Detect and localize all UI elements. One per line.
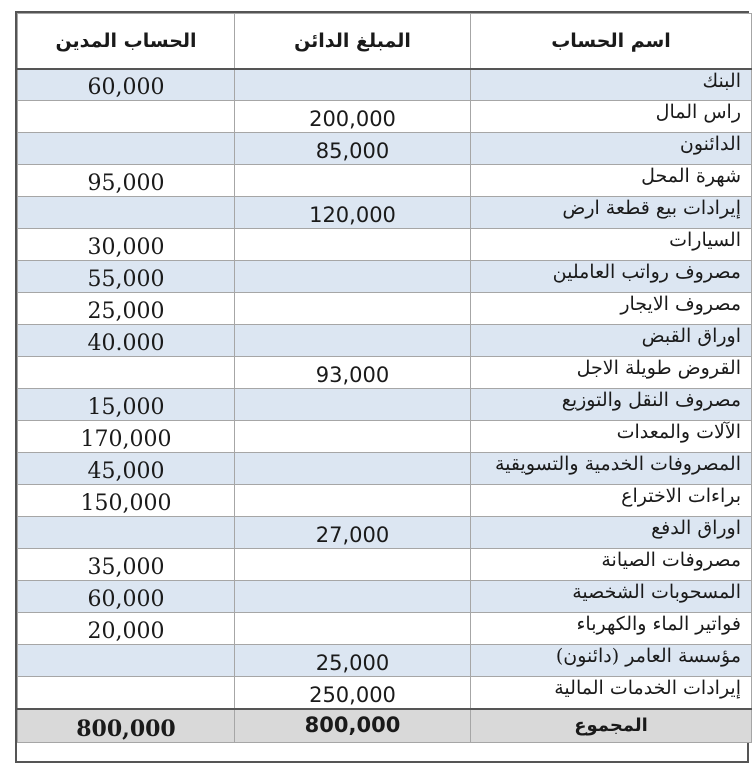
credit-cell xyxy=(235,293,471,325)
table-row xyxy=(18,261,752,293)
debit-cell: 30,000 xyxy=(18,229,235,261)
credit-cell xyxy=(235,69,471,101)
debit-cell: 35,000 xyxy=(18,549,235,581)
table-row xyxy=(18,165,752,197)
trial-balance-table xyxy=(15,11,749,763)
credit-cell xyxy=(235,453,471,485)
header-credit: المبلغ الدائن xyxy=(235,14,471,69)
account-name-cell: السيارات xyxy=(471,229,752,261)
account-name-cell: المصروفات الخدمية والتسويقية xyxy=(471,453,752,485)
debit-cell: 60,000 xyxy=(18,69,235,101)
debit-cell xyxy=(18,357,235,389)
credit-cell xyxy=(235,613,471,645)
account-name-cell: القروض طويلة الاجل xyxy=(471,357,752,389)
debit-cell: 40.000 xyxy=(18,325,235,357)
table-row xyxy=(18,133,752,165)
credit-cell: 120,000 xyxy=(235,197,471,229)
table-row xyxy=(18,293,752,325)
table-row xyxy=(18,485,752,517)
debit-cell: 95,000 xyxy=(18,165,235,197)
table-row xyxy=(18,325,752,357)
total-debit: 800,000 xyxy=(18,709,235,743)
total-credit: 800,000 xyxy=(235,709,471,743)
credit-cell xyxy=(235,549,471,581)
table-row xyxy=(18,389,752,421)
table-row xyxy=(18,613,752,645)
account-name-cell: فواتير الماء والكهرباء xyxy=(471,613,752,645)
debit-cell xyxy=(18,101,235,133)
table-row xyxy=(18,517,752,549)
table-row xyxy=(18,197,752,229)
debit-cell: 25,000 xyxy=(18,293,235,325)
debit-cell xyxy=(18,517,235,549)
credit-cell: 200,000 xyxy=(235,101,471,133)
debit-cell: 45,000 xyxy=(18,453,235,485)
debit-cell xyxy=(18,645,235,677)
account-name-cell: الآلات والمعدات xyxy=(471,421,752,453)
debit-cell xyxy=(18,133,235,165)
credit-cell: 93,000 xyxy=(235,357,471,389)
credit-cell: 85,000 xyxy=(235,133,471,165)
credit-cell xyxy=(235,581,471,613)
table-row xyxy=(18,69,752,101)
debit-cell: 20,000 xyxy=(18,613,235,645)
table-row xyxy=(18,645,752,677)
header-debit: الحساب المدين xyxy=(18,14,235,69)
total-row xyxy=(18,709,752,743)
header-row xyxy=(18,14,752,69)
account-name-cell: الدائنون xyxy=(471,133,752,165)
account-name-cell: مؤسسة العامر (دائنون) xyxy=(471,645,752,677)
account-name-cell: المسحوبات الشخصية xyxy=(471,581,752,613)
credit-cell: 250,000 xyxy=(235,677,471,709)
credit-cell xyxy=(235,261,471,293)
table-row xyxy=(18,677,752,709)
total-label: المجموع xyxy=(471,709,752,743)
table-row xyxy=(18,421,752,453)
debit-cell: 55,000 xyxy=(18,261,235,293)
account-name-cell: راس المال xyxy=(471,101,752,133)
credit-cell xyxy=(235,325,471,357)
account-name-cell: البنك xyxy=(471,69,752,101)
credit-cell xyxy=(235,485,471,517)
account-name-cell: اوراق القبض xyxy=(471,325,752,357)
table-body xyxy=(18,69,752,709)
account-name-cell: براءات الاختراع xyxy=(471,485,752,517)
credit-cell xyxy=(235,389,471,421)
account-name-cell: شهرة المحل xyxy=(471,165,752,197)
table-row xyxy=(18,229,752,261)
credit-cell xyxy=(235,165,471,197)
debit-cell: 60,000 xyxy=(18,581,235,613)
account-name-cell: مصروف الايجار xyxy=(471,293,752,325)
table-row xyxy=(18,357,752,389)
account-name-cell: إيرادات الخدمات المالية xyxy=(471,677,752,709)
account-name-cell: اوراق الدفع xyxy=(471,517,752,549)
account-name-cell: إيرادات بيع قطعة ارض xyxy=(471,197,752,229)
header-account-name: اسم الحساب xyxy=(471,14,752,69)
credit-cell xyxy=(235,421,471,453)
table-row xyxy=(18,453,752,485)
debit-cell: 170,000 xyxy=(18,421,235,453)
credit-cell xyxy=(235,229,471,261)
credit-cell: 27,000 xyxy=(235,517,471,549)
account-name-cell: مصروفات الصيانة xyxy=(471,549,752,581)
table-row xyxy=(18,581,752,613)
debit-cell xyxy=(18,677,235,709)
account-name-cell: مصروف رواتب العاملين xyxy=(471,261,752,293)
debit-cell: 15,000 xyxy=(18,389,235,421)
debit-cell xyxy=(18,197,235,229)
trial-balance-grid xyxy=(17,13,752,743)
account-name-cell: مصروف النقل والتوزيع xyxy=(471,389,752,421)
debit-cell: 150,000 xyxy=(18,485,235,517)
credit-cell: 25,000 xyxy=(235,645,471,677)
table-row xyxy=(18,549,752,581)
table-row xyxy=(18,101,752,133)
